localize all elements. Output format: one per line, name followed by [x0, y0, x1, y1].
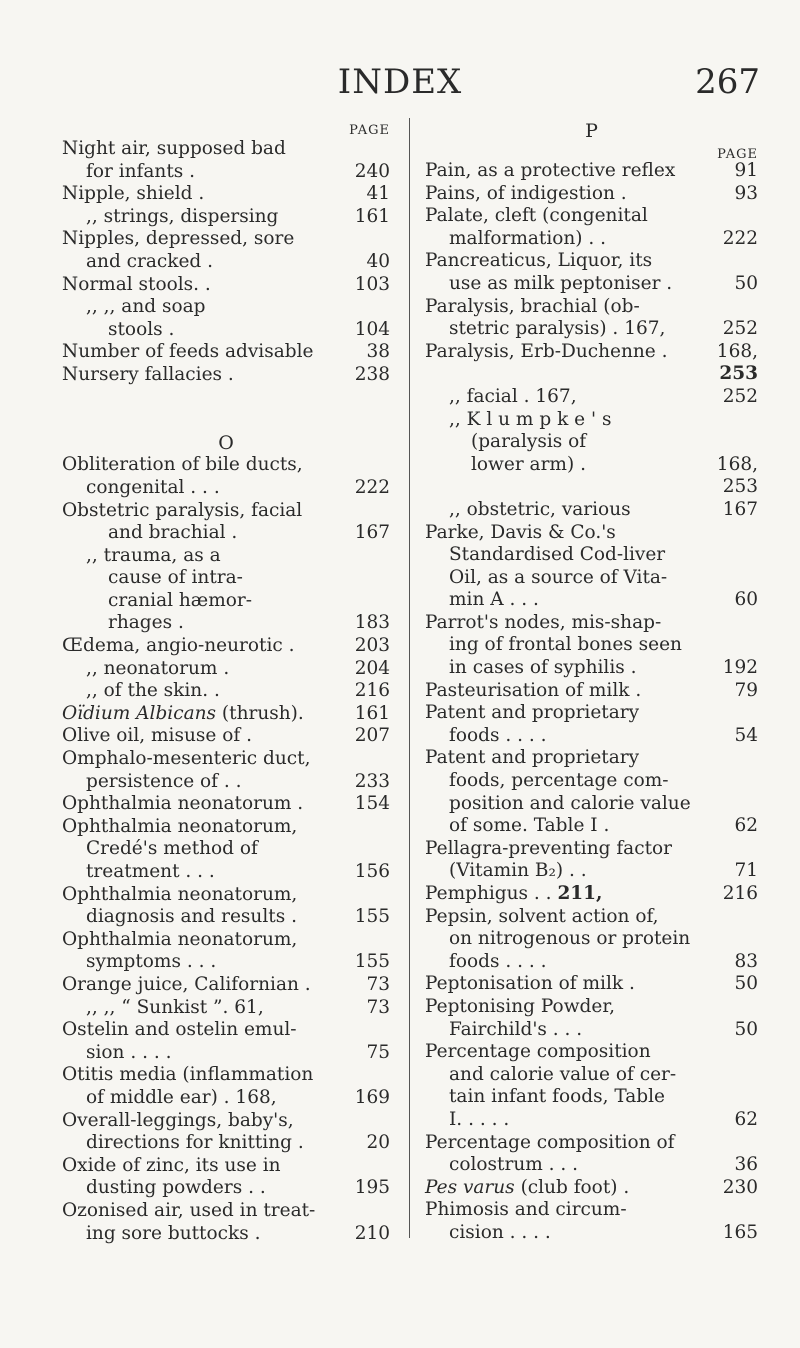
- entry-text: Oïdium Albicans (thrush).: [62, 702, 304, 724]
- index-entry: [425, 544, 758, 567]
- entry-text: Standardised Cod-liver: [449, 544, 666, 566]
- index-entry: [62, 228, 390, 251]
- entry-text: for infants .: [86, 160, 196, 182]
- page-title: INDEX: [337, 62, 463, 102]
- entry-text: persistence of . .: [86, 770, 242, 792]
- index-entry: [62, 1223, 390, 1246]
- entry-text: cision . . . .: [449, 1221, 551, 1243]
- page-reference: 168,: [716, 453, 758, 475]
- entry-text: Paralysis, Erb-Duchenne .: [425, 340, 668, 362]
- page-reference: 238: [354, 363, 390, 385]
- page-reference: 62: [734, 1108, 758, 1130]
- index-entry: [425, 747, 758, 770]
- left-index-column: [62, 120, 390, 1245]
- index-entry: [62, 206, 390, 229]
- index-entry: [62, 612, 390, 635]
- index-entry: [62, 477, 390, 500]
- page-reference: 165: [722, 1221, 758, 1243]
- index-entry: [425, 499, 758, 522]
- entry-text: Pains, of indigestion .: [425, 182, 627, 204]
- index-entry: [425, 589, 758, 612]
- entry-text: treatment . . .: [86, 861, 215, 882]
- entry-text: (paralysis of: [471, 431, 587, 453]
- page-reference: 50: [734, 973, 758, 995]
- page-reference: 168,: [716, 340, 758, 362]
- page-reference: 252: [722, 385, 758, 407]
- entry-text: of middle ear) . 168,: [86, 1086, 277, 1108]
- index-entry: [62, 454, 390, 477]
- entry-text: Ophthalmia neonatorum,: [62, 928, 298, 950]
- index-entry: [425, 273, 758, 296]
- index-entry: [425, 838, 758, 861]
- page-header: [0, 62, 800, 102]
- index-entry: [425, 1086, 758, 1109]
- page-reference: 207: [354, 725, 390, 747]
- page-reference: 192: [722, 657, 758, 679]
- index-entry: [62, 951, 390, 974]
- index-entry: [425, 860, 758, 883]
- index-entry: [62, 138, 390, 161]
- entry-text: foods . . . .: [449, 724, 547, 746]
- page-reference: 155: [354, 951, 390, 973]
- entry-text: Oxide of zinc, its use in: [62, 1154, 281, 1176]
- page-reference: 73: [366, 973, 390, 995]
- index-entry: [425, 612, 758, 635]
- index-entry: [62, 703, 390, 726]
- entry-text: Patent and proprietary: [425, 747, 640, 769]
- entry-text: lower arm) .: [471, 453, 586, 475]
- entry-text: colostrum . . .: [449, 1154, 579, 1176]
- entry-text: (Vitamin B₂) . .: [449, 860, 587, 882]
- entry-text: ,, trauma, as a: [86, 544, 221, 566]
- index-entry: [62, 319, 390, 342]
- index-entry: [62, 341, 390, 364]
- index-entry: [425, 1041, 758, 1064]
- right-index-column: [425, 120, 758, 1245]
- index-entry: [62, 680, 390, 703]
- entry-text: foods, percentage com-: [449, 770, 669, 792]
- entry-text: on nitrogenous or protein: [449, 928, 691, 950]
- index-entry: [62, 997, 390, 1020]
- index-entry: [425, 567, 758, 590]
- column-header: [62, 120, 390, 138]
- entry-text: Overall-leggings, baby's,: [62, 1109, 294, 1131]
- page-reference: 103: [354, 273, 390, 295]
- page-reference: 216: [722, 883, 758, 904]
- section-letter: [62, 432, 390, 455]
- index-entry: [62, 545, 390, 568]
- section-letter: P: [585, 120, 598, 142]
- entry-text: Peptonisation of milk .: [425, 973, 635, 995]
- entry-text: diagnosis and results .: [86, 906, 297, 928]
- index-entry: [62, 590, 390, 613]
- page-reference: 210: [354, 1222, 390, 1244]
- entry-text: Pes varus (club foot) .: [425, 1176, 630, 1198]
- index-entry: [425, 522, 758, 545]
- index-entry: [62, 1110, 390, 1133]
- page-reference: 40: [366, 250, 390, 272]
- index-entry: [425, 1109, 758, 1132]
- entry-text: Night air, supposed bad: [62, 138, 286, 159]
- index-entry: [62, 748, 390, 771]
- index-entry: [425, 1132, 758, 1155]
- entry-text: Credé's method of: [86, 838, 258, 860]
- page-reference: 50: [734, 1018, 758, 1040]
- page-reference: 60: [734, 589, 758, 611]
- entry-text: ,, obstetric, various: [449, 498, 631, 520]
- page-reference: 203: [354, 635, 390, 657]
- index-entry: [425, 160, 758, 183]
- index-entry: [425, 476, 758, 499]
- page-reference: 195: [354, 1177, 390, 1199]
- entry-text: use as milk peptoniser .: [449, 272, 673, 294]
- entry-text: cause of intra-: [108, 567, 243, 589]
- entry-text: ,, K l u m p k e ' s: [449, 408, 612, 430]
- index-entry: [425, 318, 758, 341]
- page-reference: 230: [722, 1176, 758, 1198]
- index-entry: [62, 500, 390, 523]
- entry-text: Fairchild's . . .: [449, 1018, 583, 1040]
- entry-text: Percentage composition: [425, 1041, 651, 1063]
- entry-text: Parke, Davis & Co.'s: [425, 521, 616, 543]
- entry-text: Ophthalmia neonatorum,: [62, 883, 298, 905]
- index-entry: [62, 1019, 390, 1042]
- entry-text: Pasteurisation of milk .: [425, 679, 642, 701]
- index-entry: [425, 228, 758, 251]
- page-reference: 169: [354, 1086, 390, 1108]
- index-entry: [62, 884, 390, 907]
- index-entry: [62, 1064, 390, 1087]
- index-entry: [62, 1177, 390, 1200]
- page-reference: 41: [366, 183, 390, 205]
- left-entries: [62, 138, 390, 1245]
- entry-text: ,, of the skin. .: [86, 680, 220, 702]
- entry-text: ing sore buttocks .: [86, 1222, 261, 1244]
- entry-text: position and calorie value: [449, 792, 691, 814]
- index-entry: [425, 296, 758, 319]
- column-divider: [409, 118, 410, 1238]
- entry-text: ing of frontal bones seen: [449, 634, 682, 656]
- index-entry: [425, 680, 758, 703]
- entry-text: ,, neonatorum .: [86, 657, 230, 679]
- page-reference: 38: [366, 341, 390, 363]
- entry-text: Percentage composition of: [425, 1131, 675, 1153]
- index-entry: [425, 250, 758, 273]
- page-reference: 93: [734, 182, 758, 204]
- entry-text: Oil, as a source of Vita-: [449, 566, 668, 588]
- index-entry: [62, 1087, 390, 1110]
- index-entry: [425, 386, 758, 409]
- entry-text: rhages .: [108, 612, 184, 634]
- entry-text: Ophthalmia neonatorum .: [62, 793, 304, 815]
- page-reference: 91: [734, 160, 758, 181]
- page-reference: 50: [734, 272, 758, 294]
- index-entry: [62, 1200, 390, 1223]
- index-entry: [425, 1177, 758, 1200]
- index-entry: [62, 274, 390, 297]
- index-entry: [425, 431, 758, 454]
- entry-text: Otitis media (inflammation: [62, 1064, 314, 1086]
- entry-text: Ophthalmia neonatorum,: [62, 815, 298, 837]
- page-reference: 79: [734, 679, 758, 701]
- entry-text: Obliteration of bile ducts,: [62, 454, 303, 476]
- entry-text: Omphalo-mesenteric duct,: [62, 748, 311, 770]
- entry-text: in cases of syphilis .: [449, 657, 637, 679]
- entry-text: Pancreaticus, Liquor, its: [425, 250, 653, 272]
- entry-text: Ostelin and ostelin emul-: [62, 1019, 297, 1041]
- page-number: 267: [695, 62, 760, 102]
- entry-text: tain infant foods, Table: [449, 1086, 665, 1108]
- index-entry: [62, 522, 390, 545]
- index-entry: [62, 635, 390, 658]
- index-entry: [425, 1199, 758, 1222]
- entry-text: ,, ,, and soap: [86, 296, 206, 318]
- entry-text: min A . . .: [449, 589, 539, 611]
- entry-text: and calorie value of cer-: [449, 1063, 677, 1085]
- entry-text: Pepsin, solvent action of,: [425, 905, 659, 927]
- page-reference: 204: [354, 657, 390, 679]
- entry-text: Pellagra-preventing factor: [425, 837, 672, 859]
- page-reference: 233: [354, 770, 390, 792]
- index-entry: [62, 409, 390, 432]
- entry-text: Orange juice, Californian .: [62, 973, 311, 995]
- index-entry: [62, 387, 390, 410]
- entry-text: Ozonised air, used in treat-: [62, 1199, 316, 1221]
- index-entry: [425, 996, 758, 1019]
- page-reference: 36: [734, 1154, 758, 1176]
- entry-text: Nipples, depressed, sore: [62, 228, 295, 250]
- index-entry: [425, 341, 758, 364]
- index-entry: [62, 1132, 390, 1155]
- index-entry: [425, 770, 758, 793]
- index-entry: [425, 702, 758, 725]
- entry-text: Pemphigus . . 211,: [425, 883, 603, 904]
- entry-text: Paralysis, brachial (ob-: [425, 295, 640, 317]
- entry-text: foods . . . .: [449, 950, 547, 972]
- index-entry: [425, 1222, 758, 1245]
- entry-text: I. . . . .: [449, 1108, 510, 1130]
- entry-text: congenital . . .: [86, 476, 220, 498]
- page-reference: 54: [734, 724, 758, 746]
- entry-text: Number of feeds advisable: [62, 341, 314, 363]
- entry-text: Phimosis and circum-: [425, 1199, 627, 1221]
- index-entry: [425, 973, 758, 996]
- index-entry: [425, 205, 758, 228]
- entry-text: Nursery fallacies .: [62, 363, 234, 385]
- page-reference: 62: [734, 815, 758, 837]
- entry-text: Peptonising Powder,: [425, 995, 616, 1017]
- index-entry: [62, 793, 390, 816]
- index-entry: [425, 454, 758, 477]
- page-reference: 216: [354, 680, 390, 702]
- entry-text: Parrot's nodes, mis-shap-: [425, 611, 662, 633]
- entry-text: Nipple, shield .: [62, 183, 205, 205]
- entry-text: of some. Table I .: [449, 815, 610, 837]
- entry-text: Palate, cleft (congenital: [425, 205, 648, 227]
- index-entry: [425, 1154, 758, 1177]
- index-entry: [425, 409, 758, 432]
- page-label: PAGE: [717, 147, 758, 162]
- index-entry: [425, 883, 758, 906]
- page-reference: 20: [366, 1132, 390, 1154]
- page-reference: 252: [722, 318, 758, 340]
- page-reference: 240: [354, 160, 390, 182]
- index-entry: [62, 861, 390, 884]
- page-reference: 154: [354, 793, 390, 815]
- index-entry: [62, 1042, 390, 1065]
- entry-text: malformation) . .: [449, 227, 607, 249]
- index-entry: [425, 928, 758, 951]
- index-entry: [425, 1019, 758, 1042]
- index-entry: [425, 793, 758, 816]
- entry-text: and cracked .: [86, 250, 214, 272]
- index-entry: [425, 906, 758, 929]
- index-entry: [62, 161, 390, 184]
- index-entry: [62, 183, 390, 206]
- entry-text: cranial hæmor-: [108, 589, 252, 611]
- page-reference: 167: [722, 498, 758, 520]
- page-reference: 75: [366, 1041, 390, 1063]
- index-entry: [62, 906, 390, 929]
- column-header: [425, 144, 758, 160]
- entry-text: stools .: [108, 318, 175, 340]
- index-entry: [62, 725, 390, 748]
- page-reference: 253: [722, 476, 758, 498]
- entry-text: O: [218, 431, 234, 454]
- page-reference: 73: [366, 996, 390, 1018]
- page-reference: 155: [354, 906, 390, 928]
- index-entry: [425, 951, 758, 974]
- index-entry: [425, 183, 758, 206]
- page-reference: 222: [722, 227, 758, 249]
- entry-text: dusting powders . .: [86, 1177, 266, 1199]
- page-reference: 222: [354, 476, 390, 498]
- index-entry: [62, 929, 390, 952]
- index-entry: [62, 816, 390, 839]
- index-entry: [62, 658, 390, 681]
- page-reference: 183: [354, 612, 390, 634]
- index-entry: [62, 771, 390, 794]
- page-reference: 167: [354, 522, 390, 544]
- entry-text: ,, strings, dispersing: [86, 205, 279, 227]
- index-entry: [62, 1155, 390, 1178]
- index-entry: [425, 363, 758, 386]
- page-reference: 104: [354, 318, 390, 340]
- index-entry: [425, 725, 758, 748]
- entry-text: Pain, as a protective reflex: [425, 160, 676, 181]
- entry-text: Olive oil, misuse of .: [62, 725, 252, 747]
- entry-text: Œdema, angio-neurotic .: [62, 635, 295, 657]
- entry-text: stetric paralysis) . 167,: [449, 318, 666, 340]
- index-entry: [425, 657, 758, 680]
- index-entry: [62, 364, 390, 387]
- entry-text: and brachial .: [108, 522, 238, 544]
- entry-text: ,, ,, “ Sunkist ”. 61,: [86, 996, 264, 1018]
- entry-text: symptoms . . .: [86, 951, 217, 973]
- index-entry: [62, 251, 390, 274]
- page-label: PAGE: [349, 123, 390, 138]
- page-reference: 161: [354, 702, 390, 724]
- entry-text: Obstetric paralysis, facial: [62, 499, 303, 521]
- index-entry: [62, 567, 390, 590]
- index-entry: [425, 634, 758, 657]
- index-entry: [425, 815, 758, 838]
- entry-text: sion . . . .: [86, 1041, 172, 1063]
- index-entry: [62, 838, 390, 861]
- index-entry: [62, 296, 390, 319]
- index-entry: [425, 1064, 758, 1087]
- entry-text: Normal stools. .: [62, 273, 211, 295]
- page-reference: 71: [734, 860, 758, 882]
- page-reference: 161: [354, 205, 390, 227]
- right-entries: [425, 160, 758, 1245]
- entry-text: directions for knitting .: [86, 1132, 304, 1154]
- page-reference: 253: [719, 363, 758, 385]
- page-reference: 156: [354, 861, 390, 882]
- page-reference: 83: [734, 950, 758, 972]
- entry-text: ,, facial . 167,: [449, 385, 577, 407]
- entry-text: Patent and proprietary: [425, 702, 640, 724]
- index-entry: [62, 974, 390, 997]
